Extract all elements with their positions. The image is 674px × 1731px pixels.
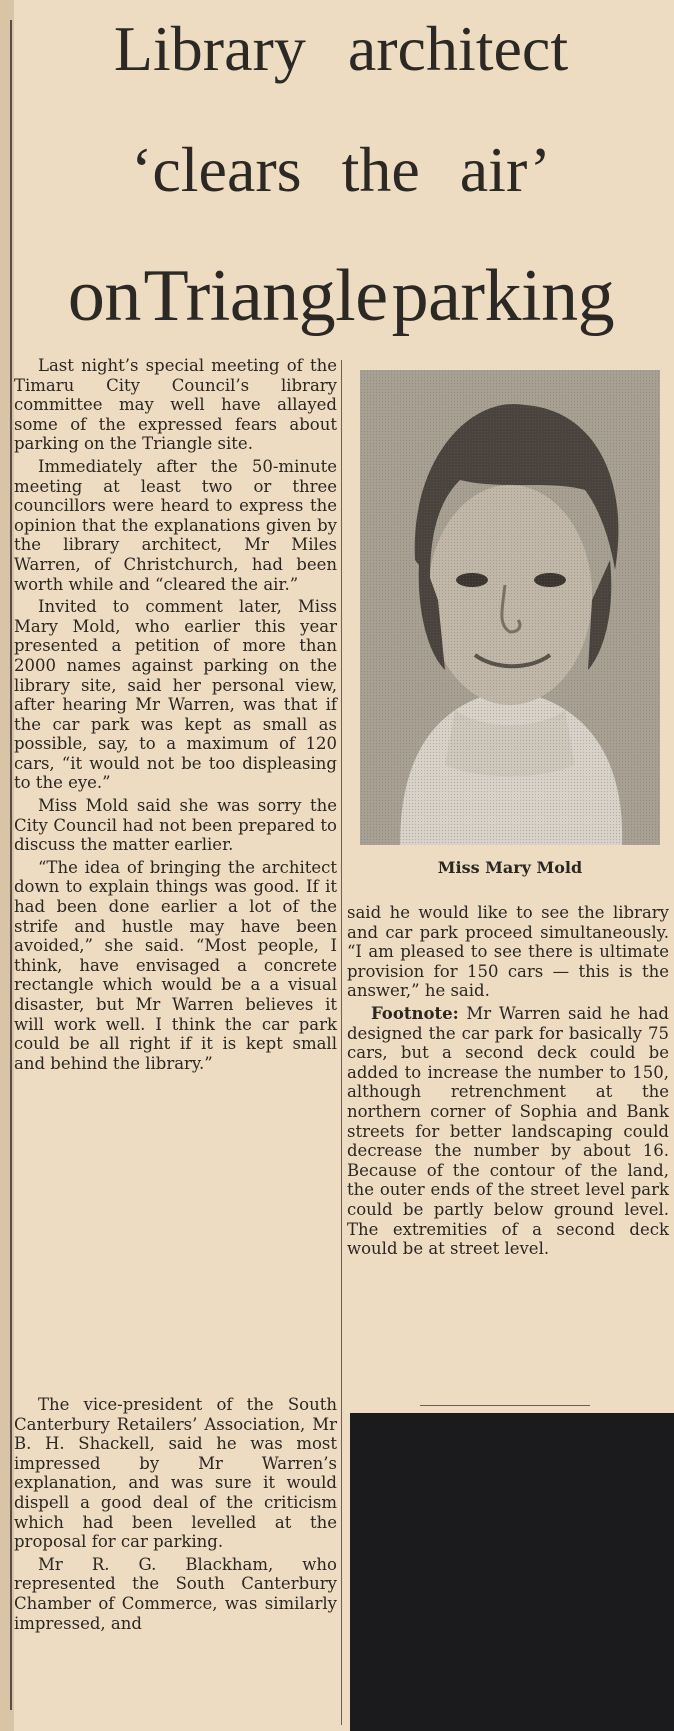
headline-line-3: on Triangle parking	[67, 255, 615, 337]
article-paragraph: Last night’s special meeting of the Timaru City Council’s library committee may well have allayed some of the expressed fears about parking on the Triangle site.	[14, 356, 337, 454]
column-border-line	[10, 20, 12, 1710]
article-left-column-continued	[14, 1395, 337, 1636]
article-paragraph: “The idea of bringing the architect down to explain things was good. If it had been done earlier a lot of the strife and hustle may have been avoided,” she said. “Most people, I think, have envisaged a concrete rectangle which would be a a visual disaster, but Mr Warren believes it will work well. I think the car park could be all right if it is kept small and behind the library.”	[14, 857, 337, 1073]
article-paragraph: The vice-president of the South Canterbury Retailers’ Association, Mr B. H. Shackell, said he was most impressed by Mr Warren’s explanation, and was sure it would dispell a good deal of the criticism which had been levelled at the proposal for car parking.	[14, 1395, 337, 1552]
article-paragraph: Mr R. G. Blackham, who represented the South Canterbury Chamber of Commerce, was similarly impressed, and	[14, 1554, 337, 1633]
footnote-text: Mr Warren said he had designed the car park for basically 75 cars, but a second deck could be added to increase the number to 150, although retrenchment at the northern corner of Sophia and Bank streets for better landscaping could decrease the number by about 16. Because of the contour of the land, the outer ends of the street level park could be partly below ground level. The extremities of a second deck would be at street level.	[347, 1003, 669, 1259]
headline-line-2: ‘clears the air’	[131, 134, 551, 205]
article-left-column	[14, 356, 337, 1076]
portrait-photo	[360, 370, 660, 845]
article-right-column	[347, 903, 669, 1262]
headline-line-1: Library architect	[113, 13, 569, 84]
article-paragraph: Miss Mold said she was sorry the City Council had not been prepared to discuss the matter earlier.	[14, 796, 337, 855]
footnote-paragraph	[347, 1004, 669, 1259]
scan-background-corner	[350, 1413, 674, 1731]
article-paragraph: Invited to comment later, Miss Mary Mold, who earlier this year presented a petition of more than 2000 names against parking on the library site, said her personal view, after hearing Mr Warren, was that if the car park was kept as small as possible, say, to a maximum of 120 cars, “it would not be too displeasing to the eye.”	[14, 597, 337, 793]
photo-caption: Miss Mary Mold	[437, 858, 583, 877]
footnote-label: Footnote:	[371, 1003, 459, 1023]
portrait-illustration	[360, 370, 660, 845]
article-paragraph: said he would like to see the library and car park proceed simultaneously. “I am pleased to see there is ultimate provision for 150 cars — this is the answer,” he said.	[347, 903, 669, 1001]
article-paragraph: Immediately after the 50-minute meeting at least two or three councillors were heard to express the opinion that the explanations given by the library architect, Mr Miles Warren, of Christchurch, had been worth while and “cleared the air.”	[14, 456, 337, 594]
column-rule	[341, 360, 342, 1725]
end-rule	[420, 1405, 590, 1406]
